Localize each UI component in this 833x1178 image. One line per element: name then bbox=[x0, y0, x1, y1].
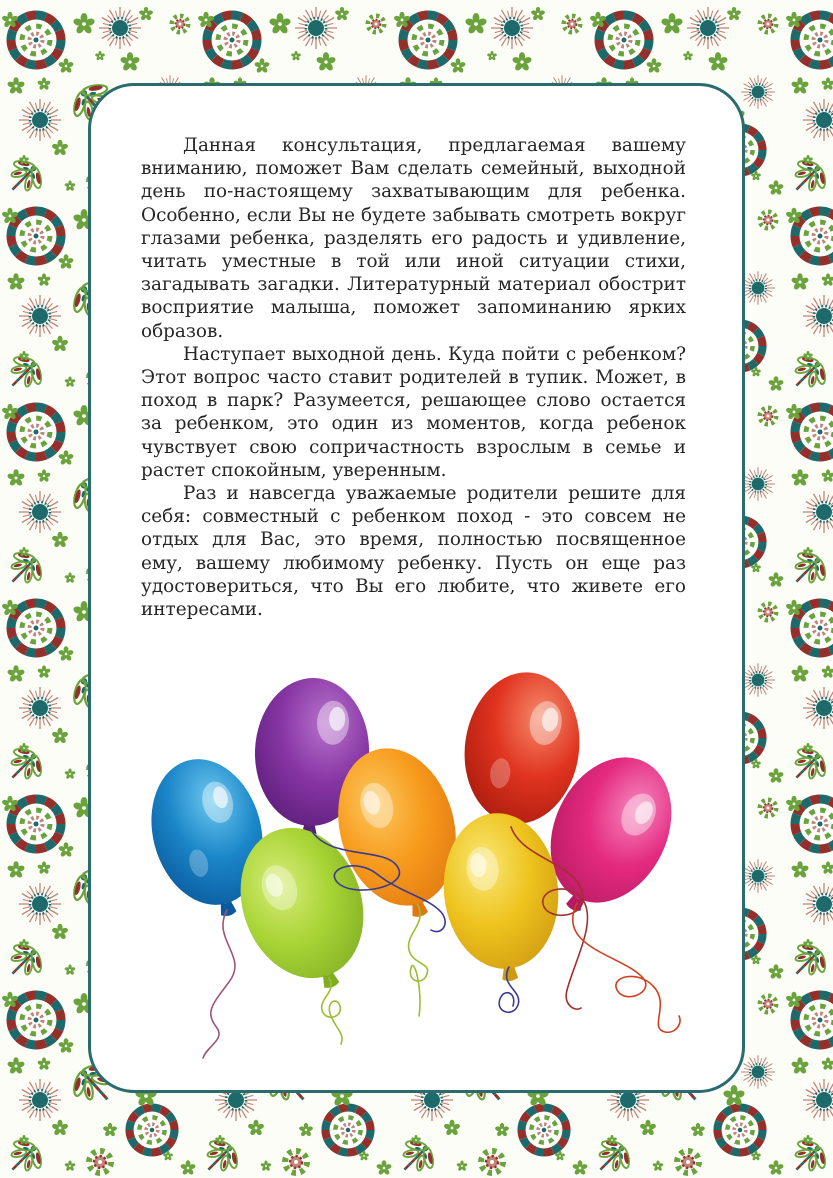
balloon-yellow bbox=[436, 807, 567, 986]
string-orange bbox=[409, 905, 428, 1016]
string-blue bbox=[203, 910, 235, 1058]
paragraph-3: Раз и навсегда уважаемые родители решите для себя: совместный с ребенком поход - это совсем не отдых для Вас, это время, полностью посвященное ему, вашему любимому ребенку. Пусть он еще раз удостовериться, что Вы его любите, что живете его интересами. bbox=[141, 483, 686, 621]
balloons-illustration bbox=[141, 660, 716, 1062]
content-card bbox=[88, 83, 745, 1093]
paragraph-1: Данная консультация, предлагаемая вашему вниманию, поможет Вам сделать семейный, выходной день по-настоящему захватывающим для ребенка. Особенно, если Вы не будете забывать смотреть вокруг глазами ребенка, разделять его радость и удивление, читать уместные в той или иной ситуации стихи, загадывать загадки. Литературный материал обострит восприятие малыша, поможет запоминанию ярких образов. bbox=[141, 135, 686, 342]
string-pink bbox=[573, 903, 680, 1032]
paragraph-2: Наступает выходной день. Куда пойти с ребенком? Этот вопрос часто ставит родителей в тупик. Может, в поход в парк? Разумеется, решающее слово остается за ребенком, это один из моментов, когда ребенок чувствует свою сопричастность взрослым в семье и растет спокойным, уверенным. bbox=[141, 343, 686, 481]
string-green bbox=[322, 978, 342, 1044]
consultation-text bbox=[91, 86, 742, 621]
